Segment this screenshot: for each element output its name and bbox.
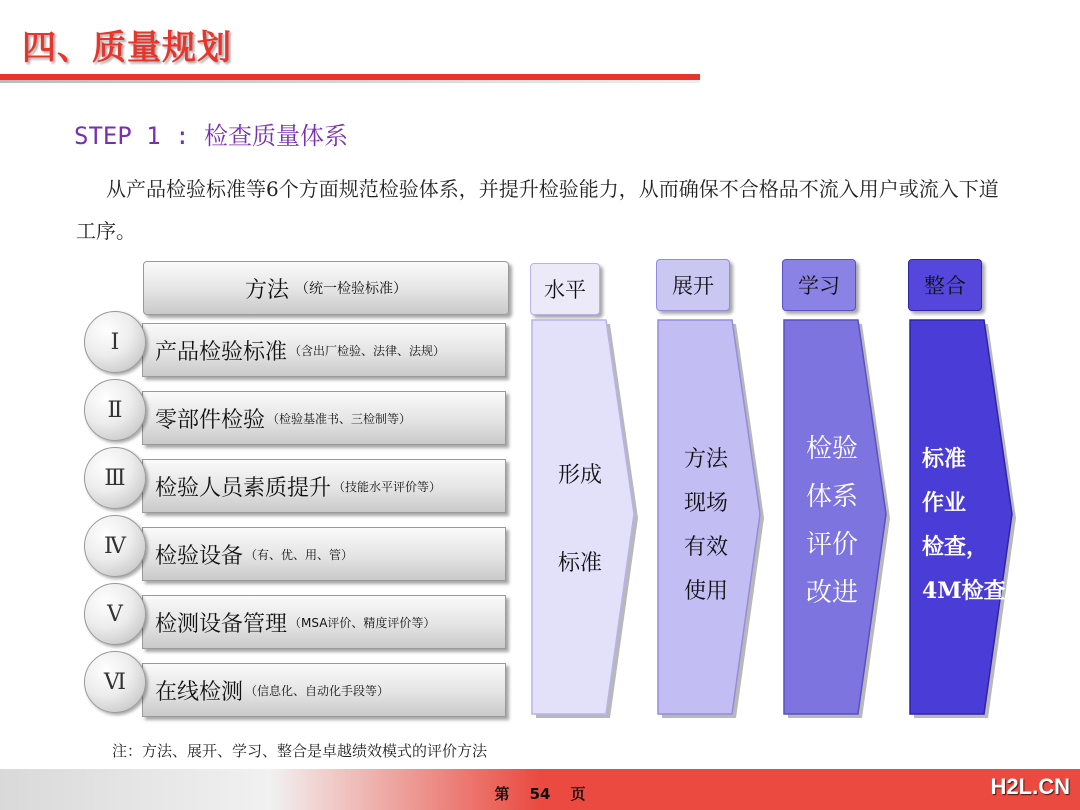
footnote: 注：方法、展开、学习、整合是卓越绩效模式的评价方法 — [112, 742, 488, 760]
roman-numeral-badge: Ⅲ — [84, 447, 146, 509]
column-text-line: 检查， — [922, 534, 989, 560]
column-arrow — [908, 318, 1020, 720]
column-arrow — [656, 318, 768, 720]
column-text-line: 改进 — [805, 578, 858, 608]
description-text: 从产品检验标准等6个方面规范检验体系，并提升检验能力，从而确保不合格品不流入用户或流入下道工序。 — [76, 177, 999, 243]
method-row — [142, 459, 506, 513]
column-arrow — [530, 318, 642, 720]
method-row — [142, 663, 506, 717]
method-row-title: 在线检测 — [155, 679, 244, 705]
method-row — [142, 595, 506, 649]
column-text-line: 使用 — [683, 579, 728, 604]
chevron-arrow-shape — [656, 318, 768, 720]
title-underline-shadow — [0, 80, 700, 83]
method-row-title: 检验设备 — [155, 543, 244, 569]
method-row — [142, 323, 506, 377]
column-text-line: 标准 — [557, 551, 602, 576]
column-header: 水平 — [530, 263, 600, 315]
column-header: 学习 — [782, 259, 856, 311]
step-label: 检查质量体系 — [204, 122, 349, 150]
roman-numeral-badge: Ⅴ — [84, 583, 146, 645]
method-header-main: 方法 — [244, 277, 289, 303]
watermark-logo: H2L.CN — [990, 774, 1070, 799]
method-row-title: 检验人员素质提升 — [155, 475, 332, 501]
method-header — [143, 261, 509, 315]
page-suffix: 页 — [570, 785, 586, 803]
roman-numeral-badge: Ⅰ — [84, 311, 146, 373]
chevron-arrow-shape — [908, 318, 1020, 720]
method-row-detail: （检验基准书、三检制等） — [267, 411, 412, 426]
page-number-value: 54 — [529, 785, 551, 803]
method-row — [142, 527, 506, 581]
method-row-detail: （MSA评价、精度评价等） — [289, 615, 436, 630]
column-text-line: 形成 — [557, 463, 602, 488]
method-header-sub: （统一检验标准） — [295, 281, 407, 297]
column-text-line: 评价 — [805, 530, 858, 560]
slide-title: 四、质量规划 — [22, 28, 232, 68]
method-row-title: 检测设备管理 — [155, 611, 288, 637]
chevron-arrow-shape — [782, 318, 894, 720]
column-text-line: 有效 — [683, 535, 728, 560]
method-row-detail: （信息化、自动化手段等） — [245, 683, 390, 698]
method-row-detail: （有、优、用、管） — [245, 547, 354, 562]
column-text-line: 现场 — [683, 491, 728, 516]
column-text-line: 检验 — [805, 434, 858, 464]
page-number — [0, 783, 1080, 804]
method-row-detail: （含出厂检验、法律、法规） — [289, 343, 446, 358]
column-text-line: 标准 — [922, 446, 967, 472]
method-row-detail: （技能水平评价等） — [333, 479, 442, 494]
roman-numeral-badge: Ⅳ — [84, 515, 146, 577]
column-arrow — [782, 318, 894, 720]
column-text-line: 体系 — [805, 482, 858, 512]
column-header: 展开 — [656, 259, 730, 311]
roman-numeral-badge: Ⅵ — [84, 651, 146, 713]
chevron-arrow-shape — [530, 318, 642, 720]
column-text-line: 作业 — [922, 490, 967, 516]
column-text-line: 4M检查 — [922, 578, 1006, 604]
method-row-title: 产品检验标准 — [155, 339, 288, 365]
method-row-title: 零部件检验 — [155, 407, 266, 433]
method-row — [142, 391, 506, 445]
page-prefix: 第 — [494, 785, 510, 803]
roman-numeral-badge: Ⅱ — [84, 379, 146, 441]
column-text-line: 方法 — [683, 447, 728, 472]
column-header: 整合 — [908, 259, 982, 311]
step-heading — [74, 116, 348, 151]
step-prefix: STEP 1 : — [74, 122, 205, 150]
